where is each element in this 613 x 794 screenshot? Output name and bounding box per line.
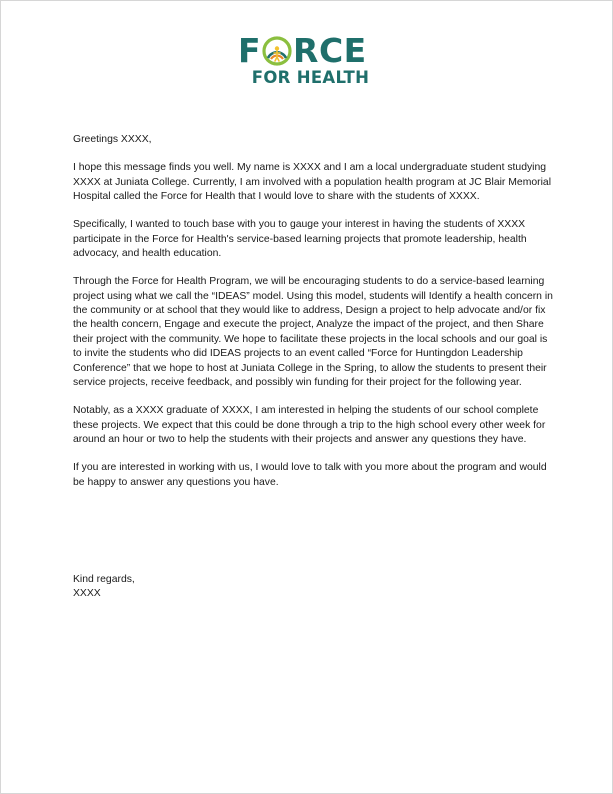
paragraph-call-to-action: If you are interested in working with us, I would love to talk with you more about the program and would be happy to answer any questions you have. (73, 462, 547, 488)
letter-body (73, 133, 553, 504)
force-for-health-logo (238, 31, 383, 88)
greeting: Greetings XXXX, (73, 134, 152, 145)
paragraph-introduction: I hope this message finds you well. My name is XXXX and I am a local undergraduate student studying XXXX at Juniata College. Currently, I am involved with a population health program at JC Blair Memorial Hospital called the Force for Health that I would love to share with the students of XXXX. (73, 162, 552, 203)
logo-figure-icon (262, 36, 292, 66)
letter-closing (73, 573, 373, 602)
logo-letter-f: F (238, 31, 262, 70)
logo-letters-rce: RCE (293, 31, 367, 70)
logo-wordmark (238, 31, 383, 70)
paragraph-purpose: Specifically, I wanted to touch base with you to gauge your interest in having the students of XXXX participate in the Force for Health's service-based learning projects that promote leadership, health advocacy, and health education. (73, 219, 527, 260)
paragraph-program-details: Through the Force for Health Program, we will be encouraging students to do a service-based learning project using what we call the “IDEAS” model. Using this model, students will Identify a health concern in the community or at school that they would like to address, Design a project to help advocate and/or fix the health concern, Engage and execute the project, Analyze the impact of the project, and then Share their project with the community. We hope to facilitate these projects in the local schools and our goal is to invite the students who did IDEAS projects to an event called “Force for Huntingdon Leadership Conference” that we hope to host at Juniata College in the Spring, to allow the students to present their service projects, receive feedback, and possibly win funding for their project for the following year. (73, 276, 553, 389)
signature: XXXX (73, 588, 101, 600)
closing-salutation: Kind regards, (73, 574, 135, 585)
logo-tagline: FOR HEALTH (251, 68, 370, 87)
paragraph-involvement: Notably, as a XXXX graduate of XXXX, I am interested in helping the students of our school complete these projects. We expect that this could be done through a trip to the high school every other week for around an hour or two to help the students with their projects and answer any questions they have. (73, 405, 546, 446)
